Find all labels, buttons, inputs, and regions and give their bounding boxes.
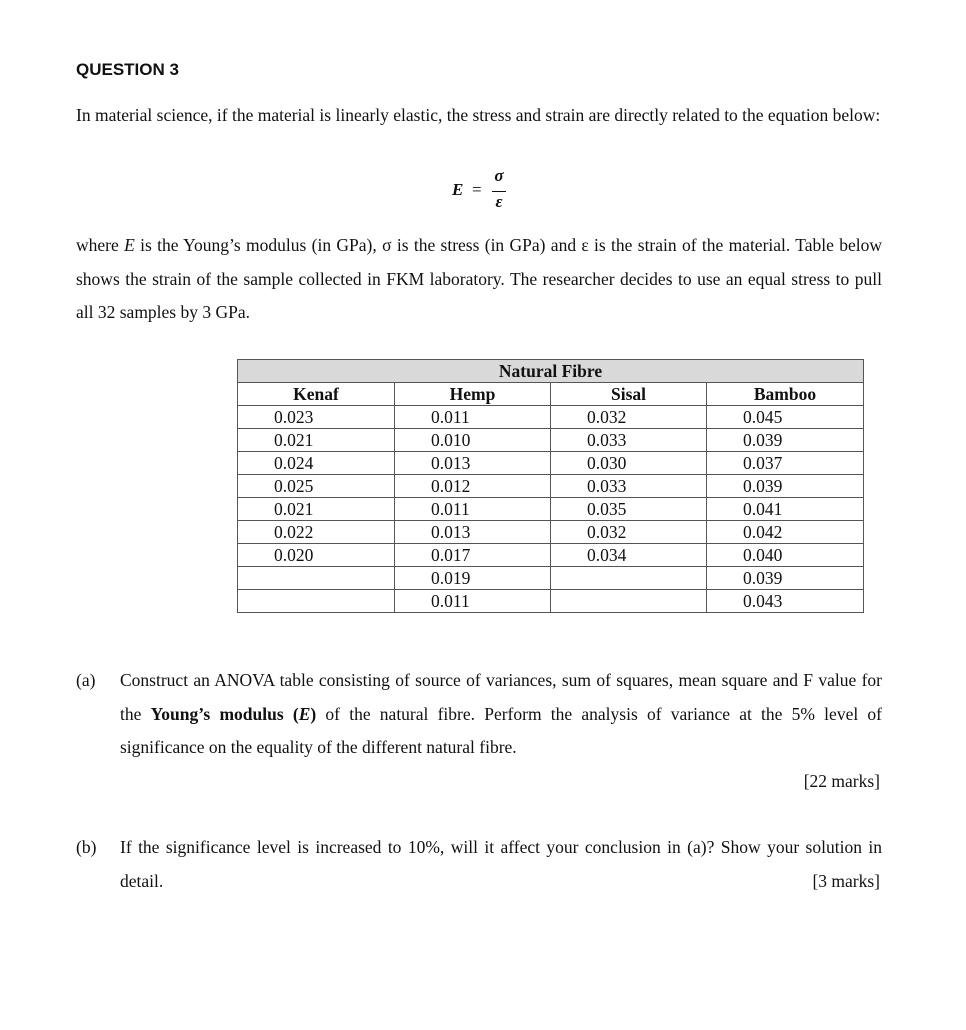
part-a-bold-2: ) [310,703,317,724]
part-a-bold-1: Young’s modulus ( [150,703,299,724]
table-cell: 0.037 [707,452,864,475]
part-a-label: (a) [76,670,96,690]
definition-text-1: where [76,235,125,255]
column-header-kenaf: Kenaf [238,383,395,406]
definition-variable-e: E [124,235,135,255]
column-header-hemp: Hemp [395,383,551,406]
table-cell: 0.025 [238,475,395,498]
youngs-modulus-equation [452,166,512,218]
part-a-bold-italic-e: E [298,703,311,724]
table-cell: 0.011 [395,498,551,521]
table-cell: 0.033 [551,475,707,498]
table-cell: 0.019 [395,567,551,590]
column-header-sisal: Sisal [551,383,707,406]
table-cell: 0.039 [707,567,864,590]
part-a-marks: [22 marks] [803,771,880,791]
table-cell: 0.023 [238,406,395,429]
table-cell: 0.043 [707,590,864,613]
table-row [238,406,864,429]
table-cell: 0.034 [551,544,707,567]
part-b-marks: [3 marks] [812,871,880,891]
definition-text-2: is the Young’s modulus (in GPa), σ is the stress (in GPa) and ε is the strain of the material. Table below shows the strain of the sample collected in FKM laboratory. The researcher decides to use an equal stress to pull all 32 samples by 3 GPa. [76,235,882,322]
table-cell: 0.021 [238,429,395,452]
table-cell: 0.022 [238,521,395,544]
table-cell: 0.020 [238,544,395,567]
part-a-text-2: of the natural fibre. Perform the analysis of variance at the 5% level of significance on the equality of the different natural fibre. [120,703,882,757]
table-row [238,590,864,613]
table-cell [238,590,395,613]
table-cell: 0.017 [395,544,551,567]
table-row [238,521,864,544]
table-cell: 0.042 [707,521,864,544]
table-cell: 0.011 [395,590,551,613]
table-cell: 0.012 [395,475,551,498]
table-cell: 0.033 [551,429,707,452]
question-heading: QUESTION 3 [76,60,179,79]
table-title: Natural Fibre [238,360,864,383]
equation-lhs: E [452,180,464,199]
table-cell: 0.035 [551,498,707,521]
table-cell: 0.011 [395,406,551,429]
table-cell: 0.041 [707,498,864,521]
part-b-text: If the significance level is increased to 10%, will it affect your conclusion in (a)? Show your solution in detail. [120,837,882,891]
table-cell [551,567,707,590]
table-row [238,498,864,521]
table-cell: 0.032 [551,521,707,544]
table-row [238,429,864,452]
part-b-label: (b) [76,837,97,857]
table-cell [238,567,395,590]
part-a-text [120,664,882,765]
table-header-row [238,383,864,406]
table-cell: 0.010 [395,429,551,452]
table-cell [551,590,707,613]
table-cell: 0.021 [238,498,395,521]
table-cell: 0.013 [395,521,551,544]
table-cell: 0.024 [238,452,395,475]
intro-paragraph: In material science, if the material is linearly elastic, the stress and strain are directly related to the equation below: [76,105,881,125]
column-header-bamboo: Bamboo [707,383,864,406]
equation-numerator: σ [494,166,504,185]
table-cell: 0.032 [551,406,707,429]
table-cell: 0.013 [395,452,551,475]
table-row [238,567,864,590]
table-row [238,475,864,498]
table-row [238,544,864,567]
table-cell: 0.039 [707,429,864,452]
equation-denominator: ε [495,192,503,211]
definition-paragraph [76,229,882,330]
table-cell: 0.040 [707,544,864,567]
table-cell: 0.030 [551,452,707,475]
table-cell: 0.039 [707,475,864,498]
table-cell: 0.045 [707,406,864,429]
part-a-text-1: Construct an ANOVA table consisting of source of variances, sum of squares, mean square and F value for the [120,670,882,724]
equation-equals: = [472,180,482,199]
table-row [238,452,864,475]
strain-table [237,359,864,613]
